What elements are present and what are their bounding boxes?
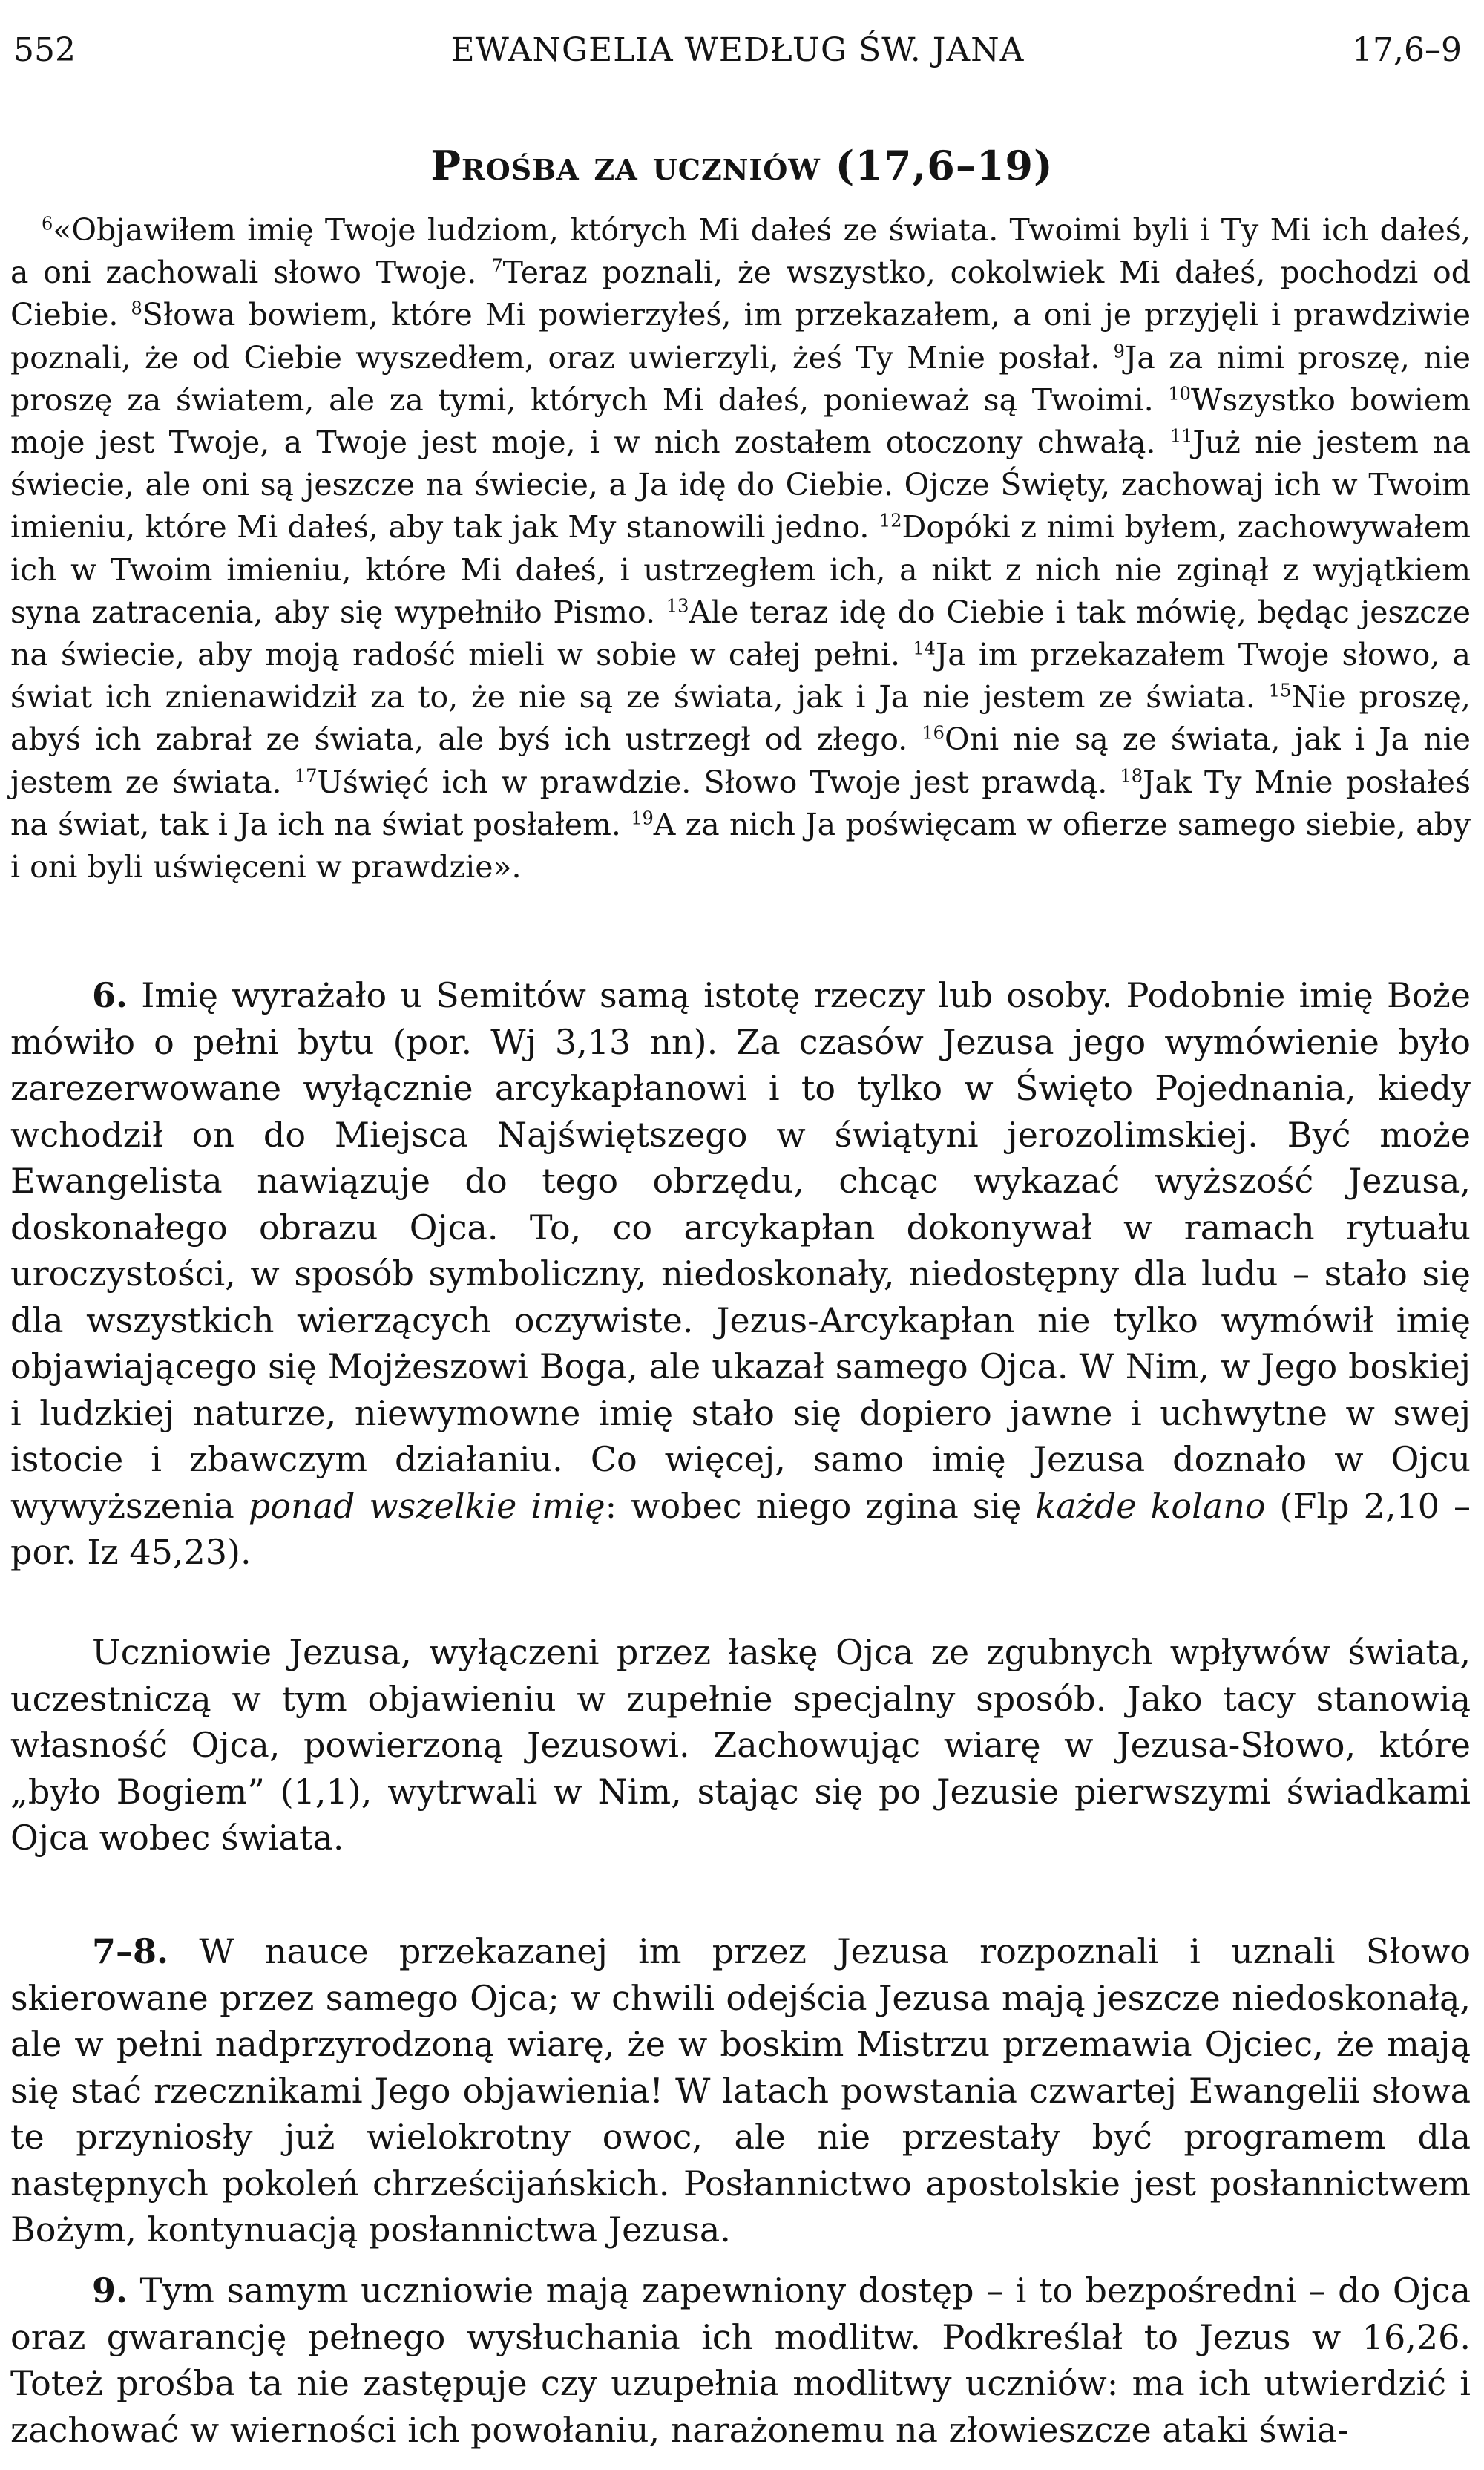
verse-text: «Objawiłem imię Twoje ludziom, których Mi dałeś ze świata. Twoimi byli i Ty Mi ich dałeś, a oni zachowali słowo Twoje. <box>10 212 1471 291</box>
commentary-paragraph-7-8 <box>10 1928 1471 2253</box>
commentary-text: (Flp 2,10 – por. Iz 45,23). <box>10 1485 1471 1572</box>
commentary-text: Imię wyrażało u Semitów samą istotę rzeczy lub osoby. Podobnie imię Boże mówiło o pełni bytu (por. Wj 3,13 nn). Za czasów Jezusa jego wymówienie było zarezerwowane wyłącznie arcykapłanowi i to tylko w Święto Pojednania, kiedy wchodził on do Miejsca Najświętszego w świątyni jerozolimskiej. Być może Ewangelista nawiązuje do tego obrzędu, chcąc wykazać wyższość Jezusa, doskonałego obrazu Ojca. To, co arcykapłan dokonywał w ramach rytuału uroczystości, w sposób symboliczny, niedoskonały, niedostępny dla ludu – stało się dla wszystkich wierzących oczywiste. Jezus-Arcykapłan nie tylko wymówił imię objawiającego się Mojżeszowi Boga, ale ukazał samego Ojca. W Nim, w Jego boskiej i ludzkiej naturze, niewymowne imię stało się dopiero jawne i uchwytne w swej istocie i zbawczym działaniu. Co więcej, samo imię Jezusa doznało w Ojcu wywyższenia <box>10 975 1471 1526</box>
running-title: EWANGELIA WEDŁUG ŚW. JANA <box>450 31 1025 69</box>
chapter-reference: 17,6–9 <box>1352 31 1462 69</box>
verse-number: 19 <box>631 808 654 829</box>
scripture-passage <box>10 209 1471 888</box>
verse-number: 7 <box>491 255 503 277</box>
commentary-text: W nauce przekazanej im przez Jezusa rozpoznali i uznali Słowo skierowane przez samego Ojca; w chwili odejścia Jezusa mają jeszcze niedoskonałą, ale w pełni nadprzyrodzoną wiarę, że w boskim Mistrzu przemawia Ojciec, że mają się stać rzecznikami Jego objawienia! W latach powstania czwartej Ewangelii słowa te przyniosły już wielokrotny owoc, ale nie przestały być programem dla następnych pokoleń chrześcijańskich. Posłannictwo apostolskie jest posłannictwem Bożym, kontynuacją posłannictwa Jezusa. <box>10 1931 1471 2250</box>
verse-text: Słowa bowiem, które Mi powierzyłeś, im przekazałem, a oni je przyjęli i prawdziwie poznali, że od Ciebie wyszedłem, oraz uwierzyli, żeś Ty Mnie posłał. <box>10 297 1471 376</box>
commentary-label: 6. <box>92 975 128 1015</box>
verse-text: Wszystko bowiem moje jest Twoje, a Twoje jest moje, i w nich zostałem otoczony chwałą. <box>10 381 1471 461</box>
verse-text: Teraz poznali, że wszystko, cokolwiek Mi dałeś, pochodzi od Ciebie. <box>10 255 1471 333</box>
commentary-label: 9. <box>92 2270 128 2310</box>
verse-text: Nie proszę, abyś ich zabrał ze świata, ale byś ich ustrzegł od złego. <box>10 679 1471 758</box>
verse-number: 15 <box>1268 680 1292 701</box>
verse-text: Uświęć ich w prawdzie. Słowo Twoje jest prawdą. <box>317 764 1108 800</box>
verse-text: Ja za nimi proszę, nie proszę za światem, ale za tymi, których Mi dałeś, ponieważ są Twoimi. <box>10 339 1471 418</box>
section-title: Prośba za uczniów (17,6–19) <box>430 142 1054 189</box>
commentary-paragraph-disciples: Uczniowie Jezusa, wyłączeni przez łaskę Ojca ze zgubnych wpływów świata, uczestniczą w tym objawieniu w zupełnie specjalny sposób. Jako tacy stanowią własność Ojca, powierzoną Jezusowi. Zachowując wiarę w Jezusa-Słowo, które „było Bogiem” (1,1), wytrwali w Nim, stając się po Jezusie pierwszymi świadkami Ojca wobec świata. <box>10 1632 1471 1858</box>
verse-number: 13 <box>666 595 689 617</box>
verse-number: 17 <box>294 764 318 786</box>
verse-number: 8 <box>131 298 142 319</box>
verse-text: Ja im przekazałem Twoje słowo, a świat ich znienawidził za to, że nie są ze świata, jak i Ja nie jestem ze świata. <box>10 637 1471 715</box>
verse-text: Już nie jestem na świecie, ale oni są jeszcze na świecie, a Ja idę do Ciebie. Ojcze Święty, zachowaj ich w Twoim imieniu, które Mi dałeś, aby tak jak My stanowili jedno. <box>10 425 1471 546</box>
verse-number: 16 <box>922 722 945 744</box>
verse-number: 6 <box>42 213 53 235</box>
commentary-label: 7–8. <box>92 1931 169 1971</box>
commentary-text: Tym samym uczniowie mają zapewniony dostęp – i to bezpośredni – do Ojca oraz gwarancję pełnego wysłuchania ich modlitw. Podkreślał to Jezus w 16,26. Toteż prośba ta nie zastępuje czy uzupełnia modlitwy uczniów: ma ich utwierdzić i zachować w wierności ich powołaniu, narażonemu na złowieszcze ataki świa- <box>10 2270 1471 2450</box>
verse-number: 18 <box>1120 764 1143 786</box>
verse-number: 9 <box>1113 340 1125 361</box>
verse-text: Ale teraz idę do Ciebie i tak mówię, będąc jeszcze na świecie, aby moją radość mieli w sobie w całej pełni. <box>10 594 1471 673</box>
running-header <box>13 21 1462 80</box>
verse-number: 10 <box>1168 383 1191 404</box>
verse-text: Dopóki z nimi byłem, zachowywałem ich w Twoim imieniu, które Mi dałeś, i ustrzegłem ich, a nikt z nich nie zginął z wyjątkiem syna zatracenia, aby się wypełniło Pismo. <box>10 509 1471 630</box>
commentary-paragraph-9 <box>10 2267 1471 2453</box>
commentary-paragraph-6 <box>10 972 1471 1576</box>
commentary-italic: ponad wszelkie imię <box>248 1485 605 1526</box>
verse-text: A za nich Ja poświęcam w ofierze samego siebie, aby i oni byli uświęceni w prawdzie». <box>10 806 1471 885</box>
verse-number: 11 <box>1169 425 1193 447</box>
verse-number: 12 <box>879 510 902 531</box>
page-number: 552 <box>13 31 76 69</box>
verse-text: Oni nie są ze świata, jak i Ja nie jestem ze świata. <box>10 721 1471 800</box>
verse-text: Jak Ty Mnie posłałeś na świat, tak i Ja ich na świat posłałem. <box>10 764 1471 842</box>
commentary-text: : wobec niego zgina się <box>605 1485 1036 1526</box>
verse-number: 14 <box>913 638 936 659</box>
commentary-italic: każde kolano <box>1035 1485 1266 1526</box>
